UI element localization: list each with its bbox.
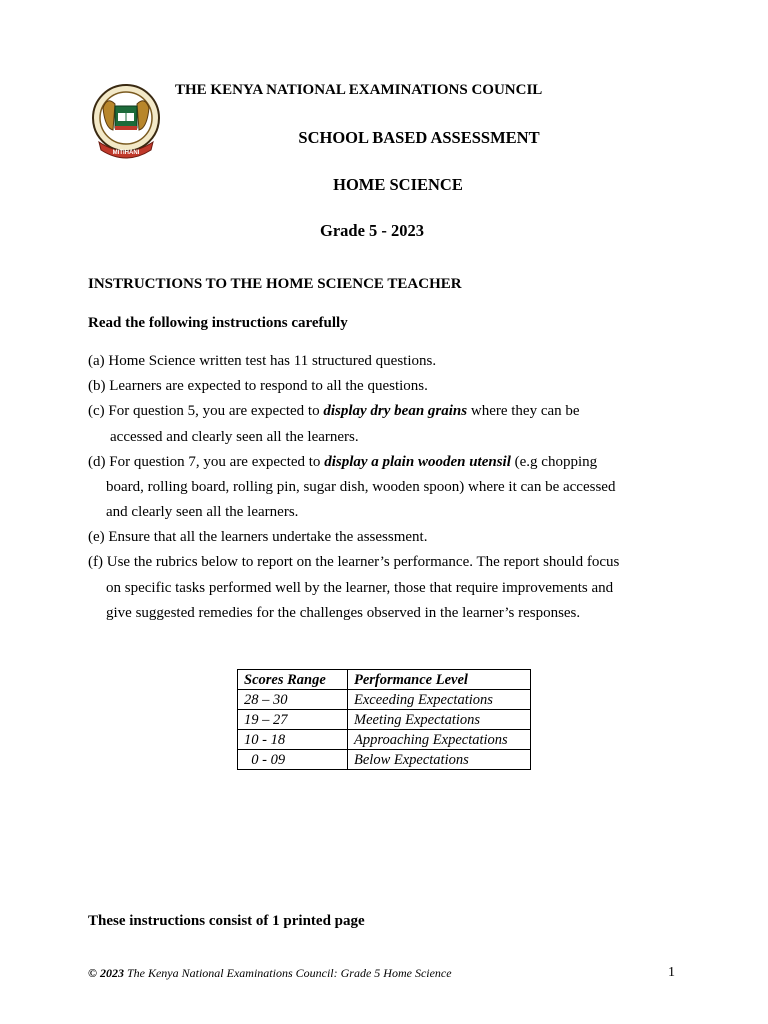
page-count-note: These instructions consist of 1 printed page	[88, 913, 365, 929]
rubric-table	[237, 669, 531, 770]
rubric-performance-level: Meeting Expectations	[348, 710, 531, 730]
rubric-header-level: Performance Level	[348, 670, 531, 690]
instruction-d-continued-1: board, rolling board, rolling pin, sugar dish, wooden spoon) where it can be accessed	[106, 479, 616, 495]
rubric-score-range: 10 - 18	[238, 730, 348, 750]
instruction-a: (a) Home Science written test has 11 structured questions.	[88, 353, 437, 369]
instruction-d-post: (e.g chopping	[510, 454, 598, 470]
instruction-f: (f) Use the rubrics below to report on the learner’s performance. The report should focus	[88, 554, 620, 570]
instruction-c-emphasis: display dry bean grains	[323, 403, 468, 419]
instruction-c-pre: (c) For question 5, you are expected to	[88, 403, 324, 419]
instruction-e: (e) Ensure that all the learners undertake the assessment.	[88, 529, 428, 545]
footer-copyright-text: The Kenya National Examinations Council: Grade 5 Home Science	[123, 966, 452, 980]
instruction-c	[88, 403, 580, 420]
rubric-performance-level: Below Expectations	[348, 750, 531, 770]
assessment-title: SCHOOL BASED ASSESSMENT	[298, 128, 540, 147]
rubric-score-range: 28 – 30	[238, 690, 348, 710]
footer-copyright	[88, 966, 452, 981]
instruction-f-continued-1: on specific tasks performed well by the learner, those that require improvements and	[106, 580, 614, 596]
knec-logo	[85, 78, 167, 164]
read-instructions: Read the following instructions carefully	[88, 315, 348, 331]
instruction-d-continued-2: and clearly seen all the learners.	[106, 504, 299, 520]
rubric-performance-level: Exceeding Expectations	[348, 690, 531, 710]
instruction-d-pre: (d) For question 7, you are expected to	[88, 454, 325, 470]
instruction-c-post: where they can be	[467, 403, 580, 419]
instruction-d	[88, 454, 597, 471]
table-row	[238, 710, 531, 730]
rubric-performance-level: Approaching Expectations	[348, 730, 531, 750]
rubric-score-range: 0 - 09	[238, 750, 348, 770]
table-row	[238, 730, 531, 750]
rubric-score-range: 19 – 27	[238, 710, 348, 730]
rubric-header-scores: Scores Range	[238, 670, 348, 690]
council-name: THE KENYA NATIONAL EXAMINATIONS COUNCIL	[175, 82, 543, 98]
subject-title: HOME SCIENCE	[333, 175, 463, 194]
grade-title: Grade 5 - 2023	[319, 221, 425, 240]
instruction-f-continued-2: give suggested remedies for the challenges observed in the learner’s responses.	[106, 605, 581, 621]
instruction-b: (b) Learners are expected to respond to all the questions.	[88, 378, 428, 394]
instruction-d-emphasis: display a plain wooden utensil	[324, 454, 511, 470]
page-number: 1	[668, 965, 675, 980]
logo-motto: MITIHANI	[112, 150, 140, 156]
table-row	[238, 750, 531, 770]
table-row	[238, 690, 531, 710]
instruction-c-continued: accessed and clearly seen all the learners.	[110, 429, 359, 445]
footer-copyright-year: © 2023	[88, 966, 124, 980]
knec-seal-icon	[85, 78, 167, 164]
instructions-heading: INSTRUCTIONS TO THE HOME SCIENCE TEACHER	[88, 276, 462, 292]
rubric-header-row	[238, 670, 531, 690]
